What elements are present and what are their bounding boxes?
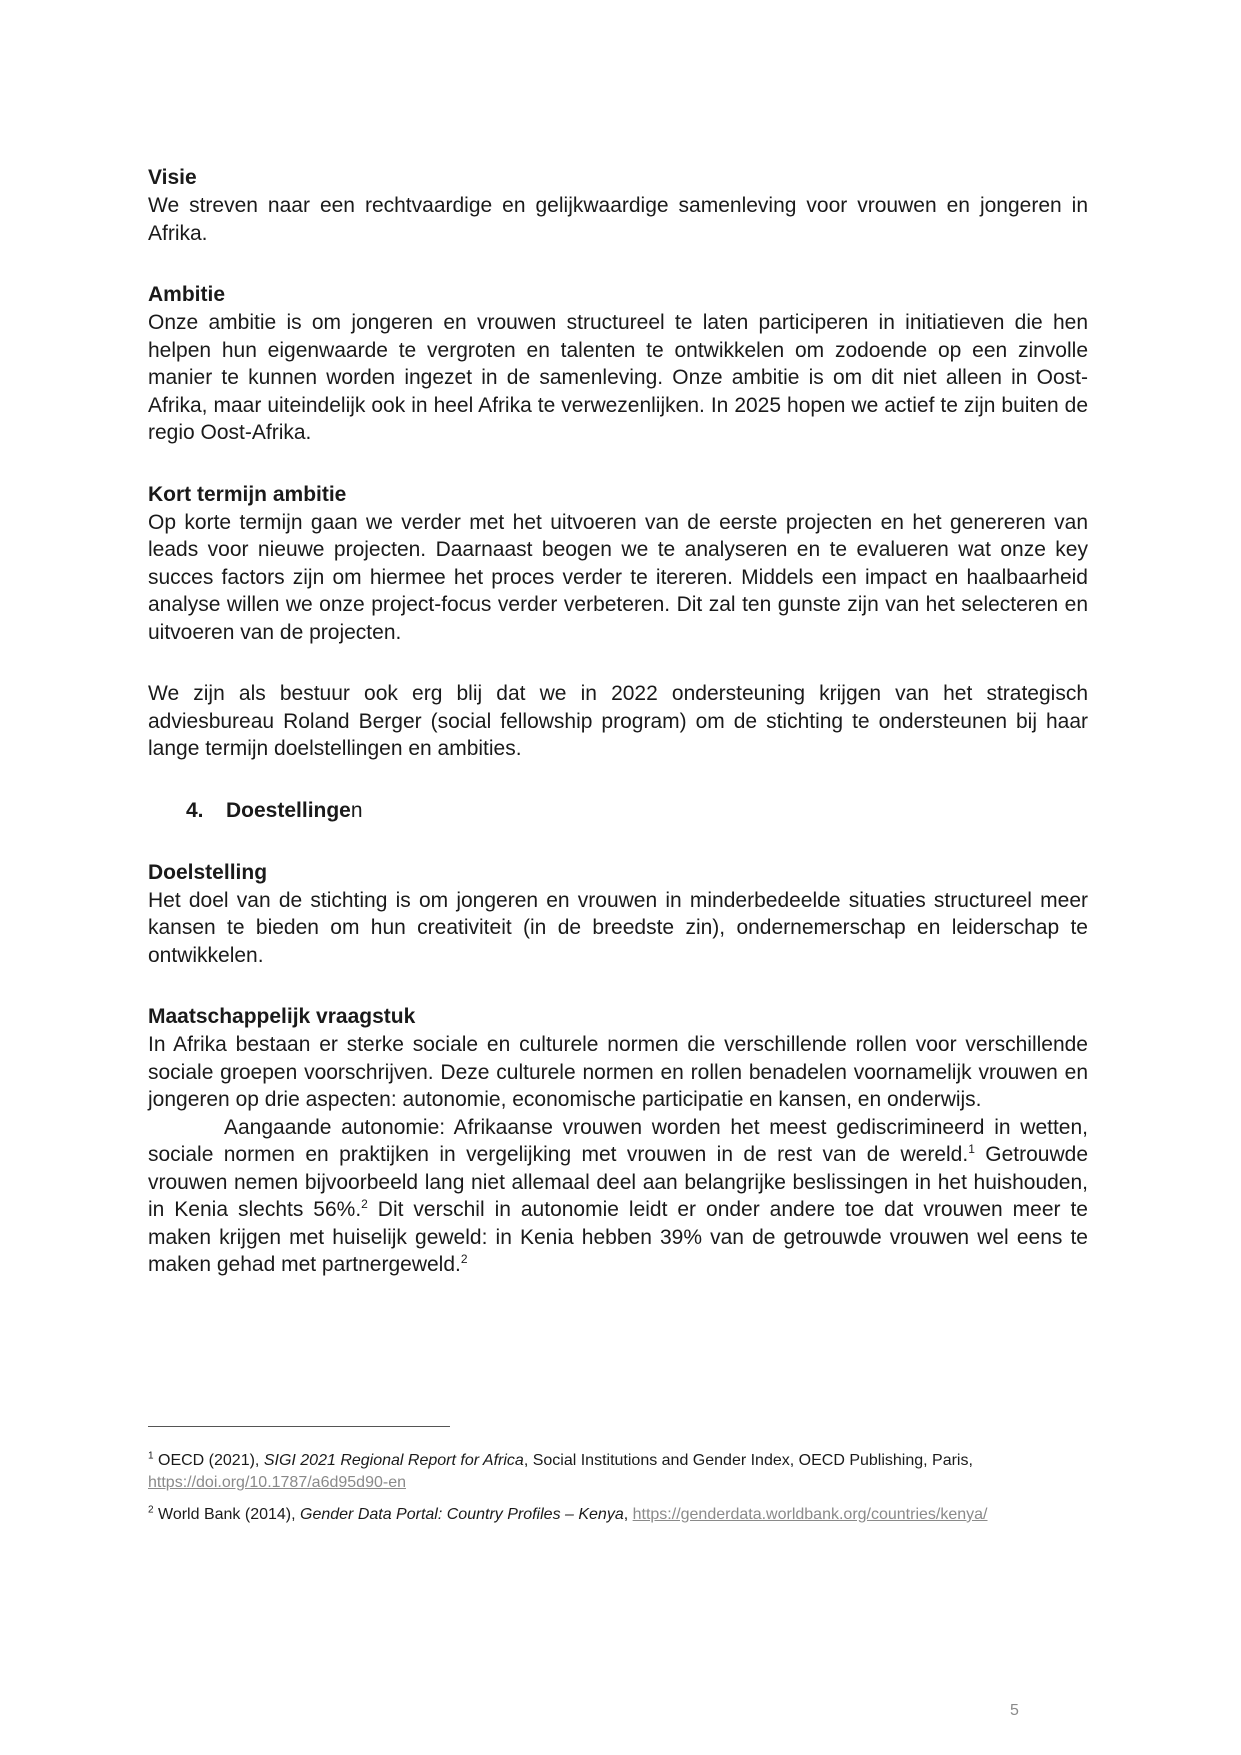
footnote-ref[interactable]: 2 (361, 1197, 368, 1211)
footnote-2-link[interactable]: https://genderdata.worldbank.org/countries/kenya/ (632, 1506, 988, 1523)
vraagstuk-heading: Maatschappelijk vraagstuk (148, 1005, 416, 1028)
autonomie-text: Aangaande autonomie: Afrikaanse vrouwen worden het meest gediscrimineerd in wetten, sociale normen en praktijken in vergelijking met vrouwen in de rest van de wereld.$^1$ Getrouwde vrouwen nemen bijvoorbeeld lang niet allemaal deel aan belangrijke beslissingen in het huishouden, in Kenia slechts 56%.$^2$ Dit verschil in autonomie leidt er onder andere toe dat vrouwen meer te maken krijgen met huiselijk geweld: in Kenia hebben 39% van de getrouwde vrouwen wel eens te maken gehad met partnergeweld.$^2$ (148, 1115, 1088, 1276)
footnotes (148, 1450, 1048, 1536)
footnote-1: $^1$ OECD (2021), SIGI 2021 Regional Report for Africa, Social Institutions and Gender Index, OECD Publishing, Paris, https://doi.org/10.1787/a6d95d90-en (148, 1450, 973, 1491)
doelstelling-text: Het doel van de stichting is om jongeren en vrouwen in minderbedeelde situaties structureel meer kansen te bieden om hun creativiteit (in de breedste zin), ondernemerschap en leiderschap te ontwikkelen. (148, 888, 1088, 967)
section-number: 4. (186, 798, 204, 822)
bestuur-text: We zijn als bestuur ook erg blij dat we in 2022 ondersteuning krijgen van het strategisch adviesbureau Roland Berger (social fellowship program) om de stichting te ondersteunen bij haar lange termijn doelstellingen en ambities. (148, 682, 1088, 760)
kort-termijn-heading: Kort termijn ambitie (148, 482, 347, 506)
footnote-ref[interactable]: 2 (460, 1252, 468, 1266)
ambitie-heading: Ambitie (148, 283, 226, 306)
footnote-divider (148, 1426, 450, 1427)
doelstelling-heading: Doelstelling (148, 860, 268, 884)
footnote-1-link[interactable]: https://doi.org/10.1787/a6d95d90-en (148, 1474, 406, 1491)
section-title-bold: Doestellinge (226, 798, 351, 822)
section-4-title (148, 797, 1088, 825)
page-number: 5 (1010, 1702, 1019, 1719)
kort-termijn-text: Op korte termijn gaan we verder met het uitvoeren van de eerste projecten en het genereren van leads voor nieuwe projecten. Daarnaast beogen we te analyseren en te evalueren wat onze key succes factors zijn om hiermee het proces verder te itereren. Middels een impact en haalbaarheid analyse willen we onze project-focus verder verbeteren. Dit zal ten gunste zijn van het selecteren en uitvoeren van de projecten. (148, 510, 1088, 644)
footnote-ref[interactable]: 1 (968, 1142, 975, 1156)
visie-text: We streven naar een rechtvaardige en gelijkwaardige samenleving voor vrouwen en jongeren in Afrika. (148, 194, 1088, 245)
document-body (148, 164, 1088, 1279)
ambitie-text: Onze ambitie is om jongeren en vrouwen structureel te laten participeren in initiatieven die hen helpen hun eigenwaarde te vergroten en talenten te ontwikkelen om zodoende op een zinvolle manier te kunnen worden ingezet in de samenleving. Onze ambitie is om dit niet alleen in Oost-Afrika, maar uiteindelijk ook in heel Afrika te verwezenlijken. In 2025 hopen we actief te zijn buiten de regio Oost-Afrika. (148, 311, 1088, 444)
footnote-2: $^2$ World Bank (2014), Gender Data Portal: Country Profiles – Kenya, https://genderdata.worldbank.org/countries/kenya/ (148, 1504, 988, 1523)
vraagstuk-text: In Afrika bestaan er sterke sociale en culturele normen die verschillende rollen voor verschillende sociale groepen voorschrijven. Deze culturele normen en rollen benadelen voornamelijk vrouwen en jongeren op drie aspecten: autonomie, economische participatie en kansen, en onderwijs. (148, 1033, 1088, 1111)
section-title-tail: n (350, 798, 363, 822)
visie-heading: Visie (148, 166, 197, 189)
